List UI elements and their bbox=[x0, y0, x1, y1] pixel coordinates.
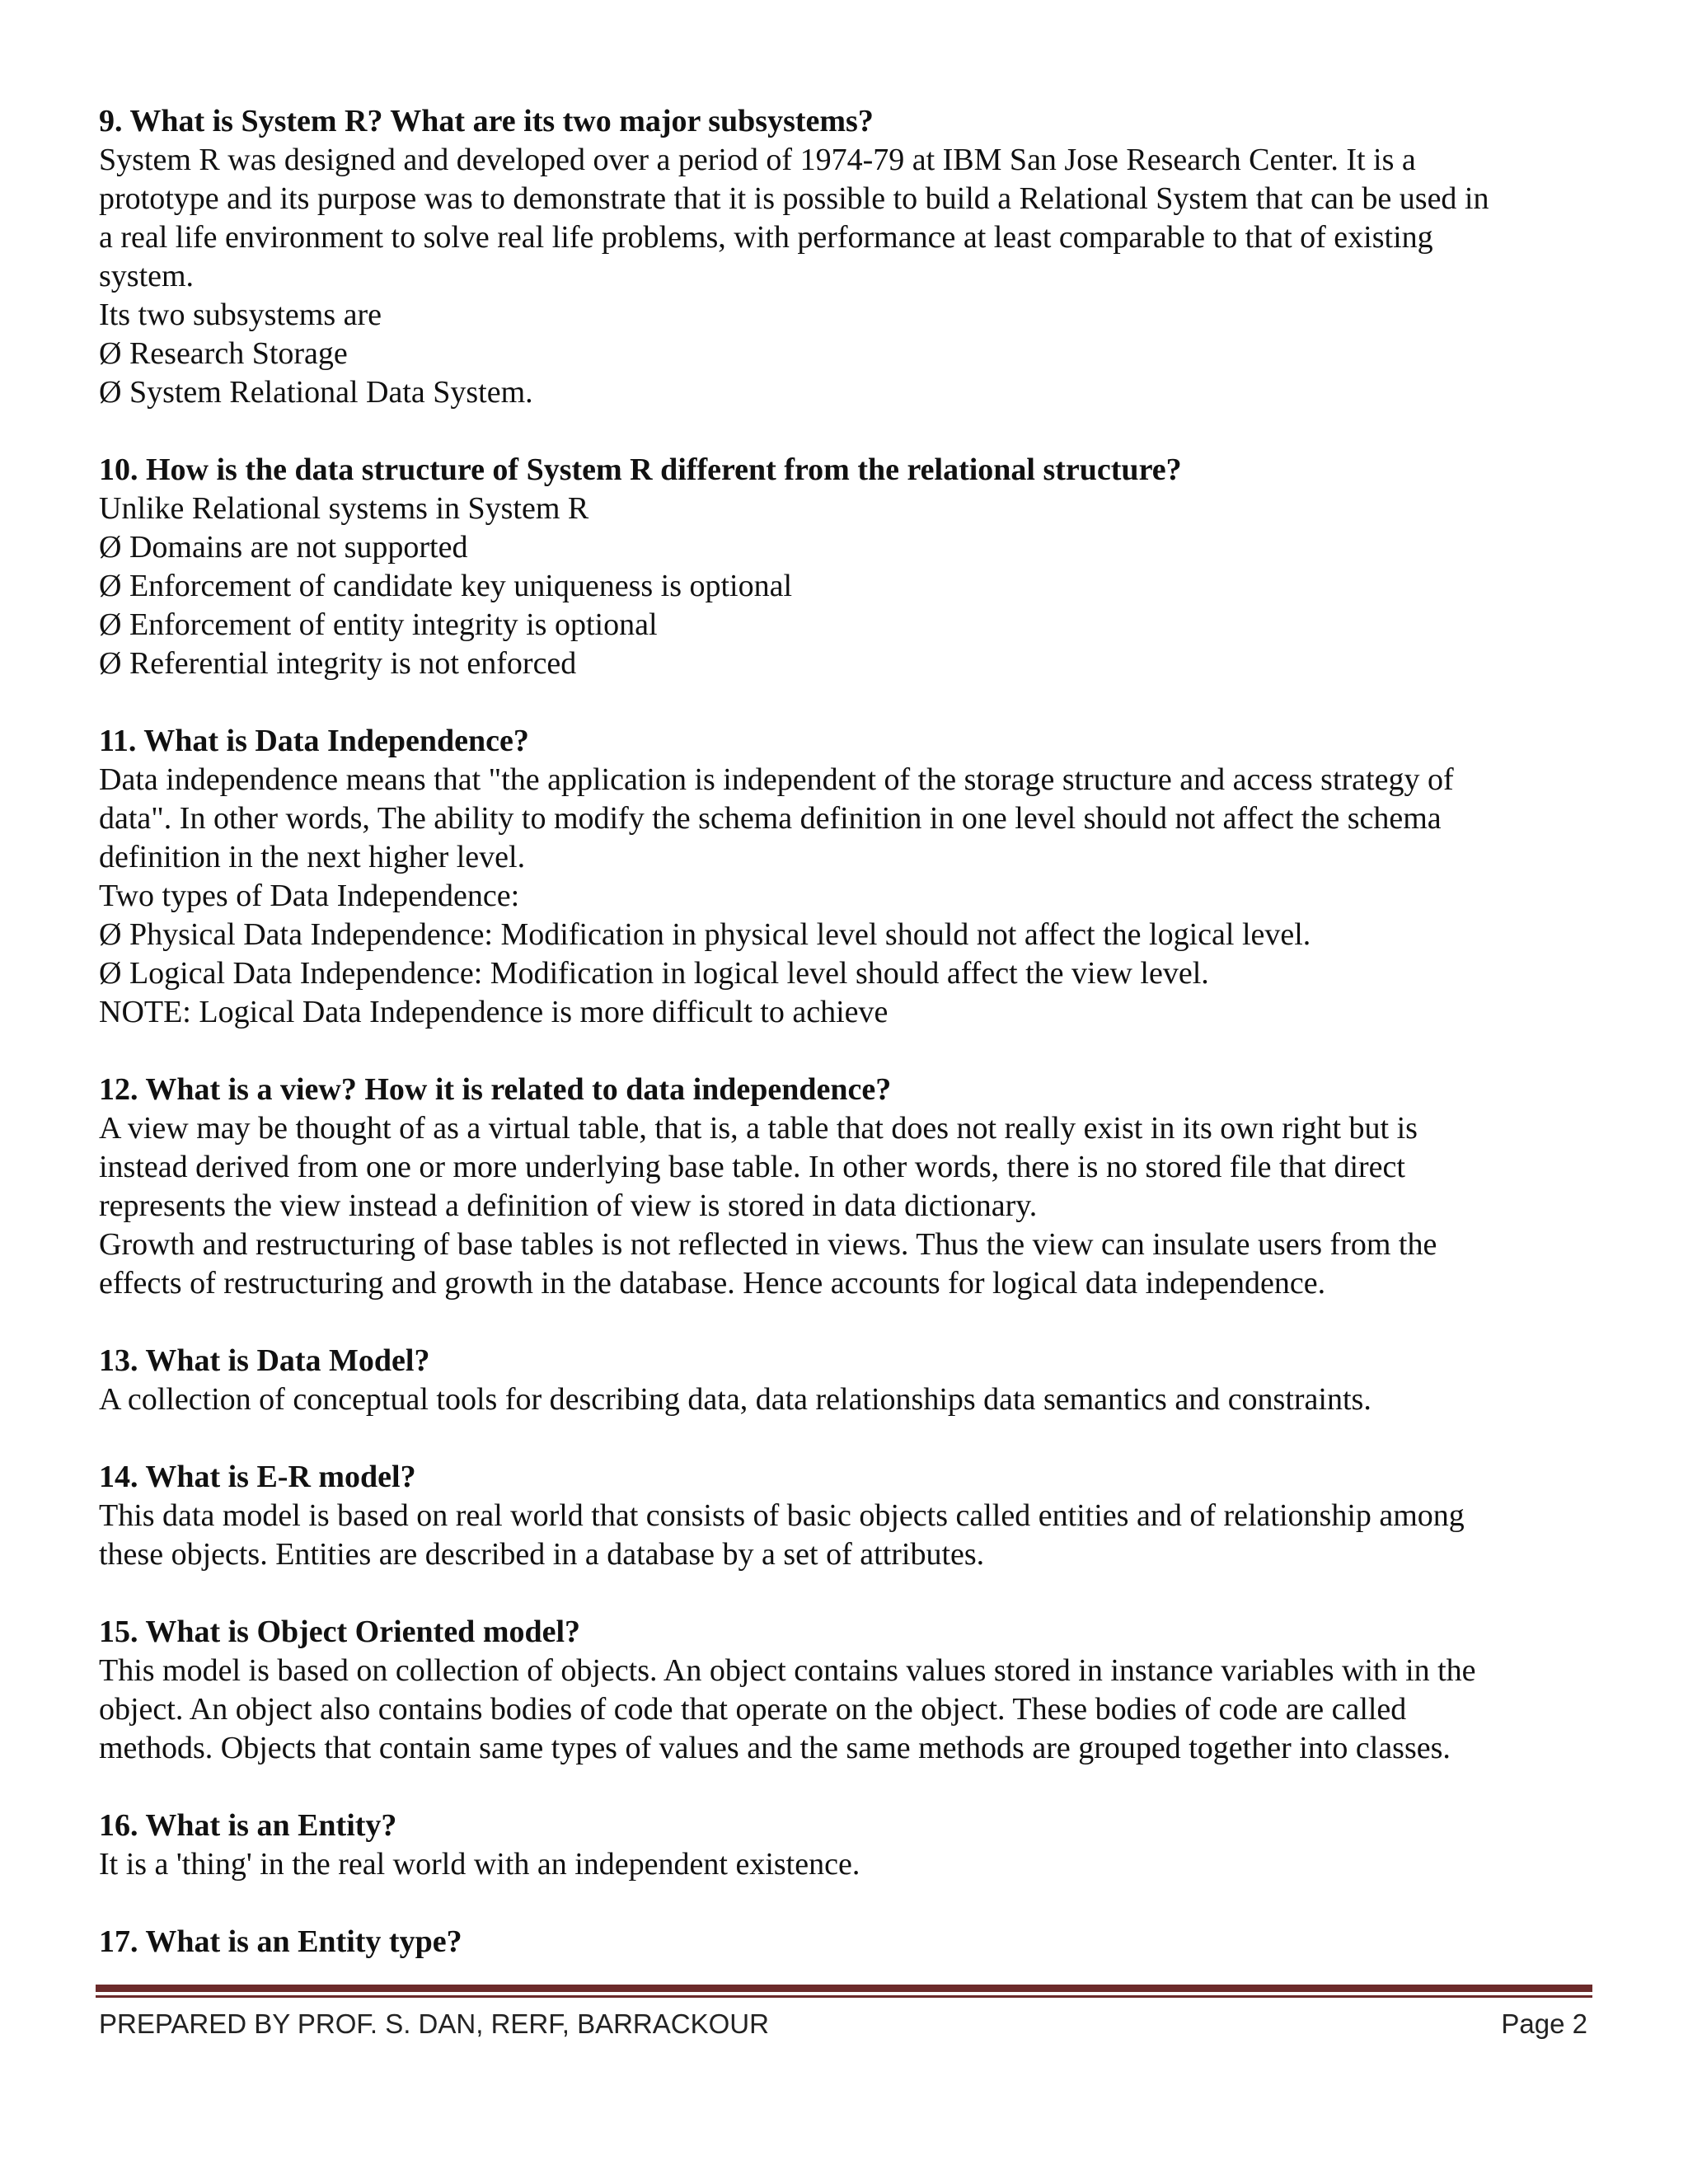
qa-section bbox=[99, 102, 1582, 412]
answer-line: This model is based on collection of objects. An object contains values stored in instance variables with in the bbox=[99, 1653, 1476, 1688]
footer-author: PREPARED BY PROF. S. DAN, RERF, BARRACKOUR bbox=[99, 2008, 769, 2039]
question-heading: 15. What is Object Oriented model? bbox=[99, 1615, 581, 1649]
qa-section bbox=[99, 722, 1582, 1032]
document-body bbox=[99, 102, 1582, 1961]
question-heading: 12. What is a view? How it is related to data independence? bbox=[99, 1072, 892, 1107]
footer-rule-thin bbox=[96, 1995, 1592, 1998]
answer-line: It is a 'thing' in the real world with an independent existence. bbox=[99, 1847, 860, 1882]
answer-line: A collection of conceptual tools for describing data, data relationships data semantics and constraints. bbox=[99, 1382, 1372, 1417]
answer-line: Ø Research Storage bbox=[99, 336, 348, 371]
answer-line: Ø Domains are not supported bbox=[99, 530, 468, 565]
page-number: Page 2 bbox=[1501, 2008, 1587, 2039]
question-heading: 14. What is E-R model? bbox=[99, 1460, 416, 1494]
answer-line: System R was designed and developed over a period of 1974-79 at IBM San Jose Research Center. It is a bbox=[99, 143, 1416, 177]
question-heading: 16. What is an Entity? bbox=[99, 1808, 397, 1843]
answer-line: Data independence means that "the application is independent of the storage structure and access strategy of bbox=[99, 762, 1454, 797]
answer-line: system. bbox=[99, 259, 195, 293]
answer-line: instead derived from one or more underlying base table. In other words, there is no stored file that direct bbox=[99, 1150, 1405, 1184]
answer-line: effects of restructuring and growth in the database. Hence accounts for logical data independence. bbox=[99, 1266, 1326, 1301]
question-heading: 13. What is Data Model? bbox=[99, 1343, 430, 1378]
answer-line: data". In other words, The ability to modify the schema definition in one level should not affect the schema bbox=[99, 801, 1442, 836]
answer-line: Growth and restructuring of base tables is not reflected in views. Thus the view can insulate users from the bbox=[99, 1227, 1437, 1262]
answer-line: methods. Objects that contain same types of values and the same methods are grouped together into classes. bbox=[99, 1731, 1451, 1765]
answer-line: A view may be thought of as a virtual table, that is, a table that does not really exist in its own right but is bbox=[99, 1111, 1418, 1146]
answer-line: Ø Logical Data Independence: Modification in logical level should affect the view level. bbox=[99, 956, 1209, 991]
answer-line: represents the view instead a definition of view is stored in data dictionary. bbox=[99, 1188, 1038, 1223]
qa-section bbox=[99, 1071, 1582, 1303]
answer-line: object. An object also contains bodies of code that operate on the object. These bodies of code are called bbox=[99, 1692, 1407, 1727]
question-heading: 9. What is System R? What are its two major subsystems? bbox=[99, 104, 874, 138]
answer-line: Its two subsystems are bbox=[99, 298, 382, 332]
answer-line: NOTE: Logical Data Independence is more difficult to achieve bbox=[99, 995, 889, 1029]
answer-line: definition in the next higher level. bbox=[99, 840, 526, 874]
answer-line: Ø Physical Data Independence: Modification in physical level should not affect the logical level. bbox=[99, 917, 1311, 952]
qa-section bbox=[99, 451, 1582, 683]
answer-line: Ø System Relational Data System. bbox=[99, 375, 533, 410]
question-heading: 10. How is the data structure of System R different from the relational structure? bbox=[99, 452, 1182, 487]
answer-line: these objects. Entities are described in a database by a set of attributes. bbox=[99, 1537, 985, 1572]
question-heading: 11. What is Data Independence? bbox=[99, 724, 529, 758]
qa-section bbox=[99, 1807, 1582, 1884]
question-heading: 17. What is an Entity type? bbox=[99, 1924, 462, 1959]
answer-line: Two types of Data Independence: bbox=[99, 879, 520, 913]
footer-rule-thick bbox=[96, 1985, 1592, 1992]
qa-section bbox=[99, 1458, 1582, 1574]
answer-line: Ø Referential integrity is not enforced bbox=[99, 646, 577, 681]
answer-line: Ø Enforcement of entity integrity is optional bbox=[99, 607, 658, 642]
answer-line: Ø Enforcement of candidate key uniqueness is optional bbox=[99, 569, 793, 603]
page-footer bbox=[99, 2001, 1587, 2047]
qa-section bbox=[99, 1342, 1582, 1419]
answer-line: Unlike Relational systems in System R bbox=[99, 491, 589, 526]
qa-section bbox=[99, 1923, 1582, 1961]
qa-section bbox=[99, 1613, 1582, 1768]
answer-line: prototype and its purpose was to demonstrate that it is possible to build a Relational System that can be used in bbox=[99, 181, 1489, 216]
answer-line: This data model is based on real world that consists of basic objects called entities and of relationship among bbox=[99, 1498, 1465, 1533]
answer-line: a real life environment to solve real life problems, with performance at least comparable to that of existing bbox=[99, 220, 1433, 255]
footer-rule bbox=[96, 1985, 1592, 1998]
